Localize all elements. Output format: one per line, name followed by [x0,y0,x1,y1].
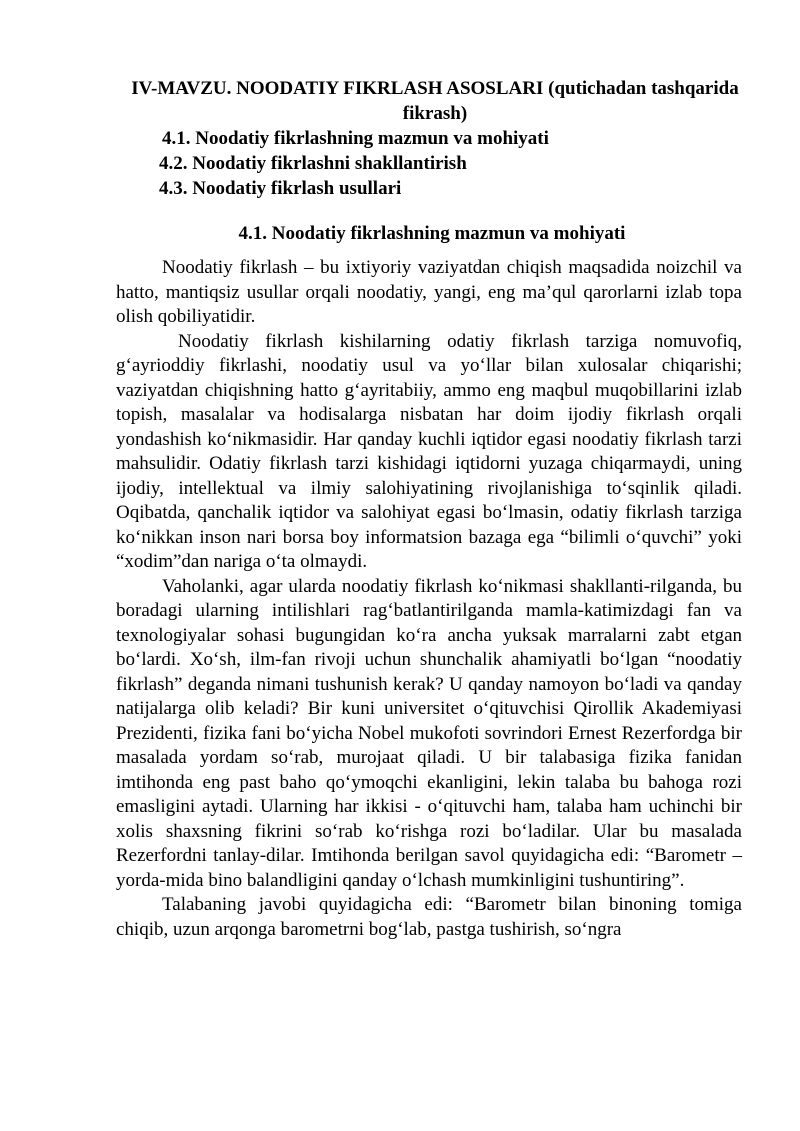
body-paragraph: Talabaning javobi quyidagicha edi: “Barometr bilan binoning tomiga chiqib, uzun arqonga barometrni bog‘lab, pastga tushirish, so‘ngra [116,894,742,940]
table-of-contents [116,126,742,201]
toc-item: 4.2. Noodatiy fikrlashni shakllantirish [159,153,467,174]
toc-item: 4.3. Noodatiy fikrlash usullari [159,178,402,199]
body-paragraph: Noodatiy fikrlash – bu ixtiyoriy vaziyatdan chiqish maqsadida noizchil va hatto, mantiqsiz usullar orqali noodatiy, yangi, eng ma’qul qarorlarni izlab topa olish qobiliyatidir. [116,257,742,327]
body-paragraph: Noodatiy fikrlash kishilarning odatiy fikrlash tarziga nomuvofiq, g‘ayrioddiy fikrlashi, noodatiy usul va yo‘llar bilan xulosalar chiqarishi; vaziyatdan chiqishning hatto g‘ayritabiiy, ammo eng maqbul muqobillarini izlab topish, masalalar va hodisalarga nisbatan har doim ijodiy fikrlash orqali yondashish ko‘nikmasidir. Har qanday kuchli iqtidor egasi noodatiy fikrlash tarzi mahsulidir. Odatiy fikrlash tarzi kishidagi iqtidorni yuzaga chiqarmaydi, uning ijodiy, intellektual va ilmiy salohiyatining rivojlanishiga to‘sqinlik qiladi. Oqibatda, qanchalik iqtidor va salohiyat egasi bo‘lmasin, odatiy fikrlash tarziga ko‘nikkan inson nari borsa boy informatsion bazaga ega “bilimli o‘quvchi” yoki “xodim”dan nariga o‘ta olmaydi. [116,330,742,572]
body-paragraph: Vaholanki, agar ularda noodatiy fikrlash ko‘nikmasi shakllanti-rilganda, bu boradagi ularning intilishlari rag‘batlantirilganda mamla-katimizdagi fan va texnologiyalar sohasi bugungidan ko‘ra ancha yuksak marralarni zabt etgan bo‘lardi. Xo‘sh, ilm-fan rivoji uchun shunchalik ahamiyatli bo‘lgan “noodatiy fikrlash” deganda nimani tushunish kerak? U qanday namoyon bo‘ladi va qanday natijalarga olib keladi? Bir kuni universitet o‘qituvchisi Qirollik Akademiyasi Prezidenti, fizika fani bo‘yicha Nobel mukofoti sovrindori Ernest Rezerfordga bir masalada yordam so‘rab, murojaat qiladi. U bir talabasiga fizika fanidan imtihonda eng past baho qo‘ymoqchi ekanligini, lekin talaba bu bahoga rozi emasligini aytadi. Ularning har ikkisi - o‘qituvchi ham, talaba ham uchinchi bir xolis shaxsning fikrini so‘rab ko‘rishga rozi bo‘ladilar. Ular bu masalada Rezerfordni tanlay-dilar. Imtihonda berilgan savol quyidagicha edi: “Barometr – yorda-mida bino balandligini qanday o‘lchash mumkinligini tushuntiring”. [116,575,742,891]
section-heading: 4.1. Noodatiy fikrlashning mazmun va mohiyati [238,223,626,244]
toc-item: 4.1. Noodatiy fikrlashning mazmun va mohiyati [162,128,549,149]
document-title: IV-MAVZU. NOODATIY FIKRLASH ASOSLARI (qutichadan tashqarida fikrash) [131,78,739,124]
document-page [116,76,742,942]
